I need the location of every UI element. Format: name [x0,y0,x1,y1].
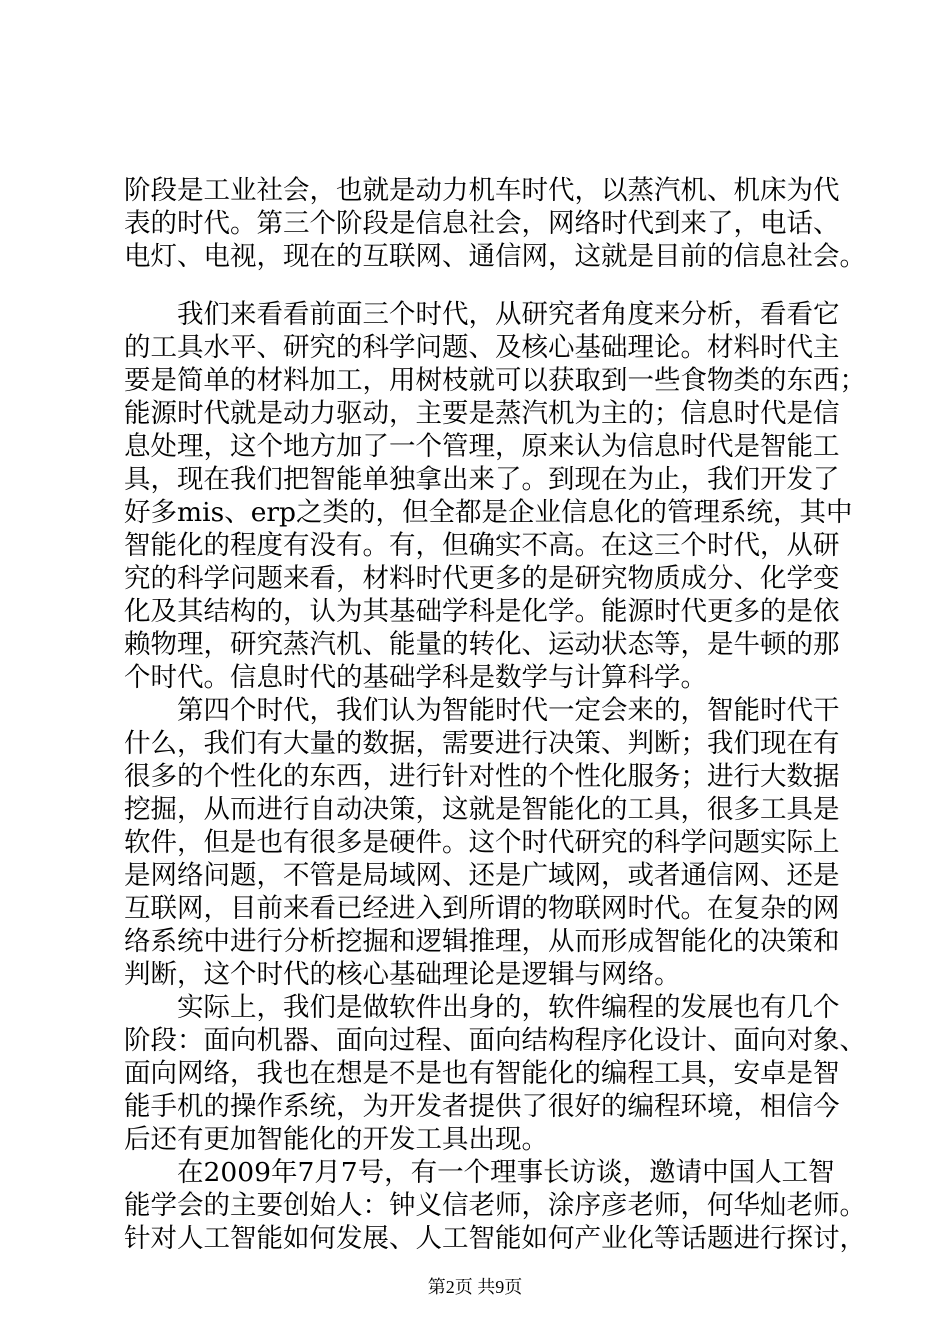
text-line: 智能化的程度有没有。有，但确实不高。在这三个时代，从研 [124,530,840,561]
text-line: 络系统中进行分析挖掘和逻辑推理，从而形成智能化的决策和 [124,926,840,957]
text-line: 具，现在我们把智能单独拿出来了。到现在为止，我们开发了 [124,464,840,495]
text-line: 软件，但是也有很多是硬件。这个时代研究的科学问题实际上 [124,827,840,858]
text-line: 要是简单的材料加工，用树枝就可以获取到一些食物类的东西； [124,365,866,396]
text-line: 实际上，我们是做软件出身的，软件编程的发展也有几个 [124,992,840,1023]
text-line: 面向网络，我也在想是不是也有智能化的编程工具，安卓是智 [124,1058,840,1089]
text-line: 很多的个性化的东西，进行针对性的个性化服务；进行大数据 [124,761,840,792]
text-line: 阶段：面向机器、面向过程、面向结构程序化设计、面向对象、 [124,1025,866,1056]
text-line: 化及其结构的，认为其基础学科是化学。能源时代更多的是依 [124,596,840,627]
text-line: 后还有更加智能化的开发工具出现。 [124,1124,548,1155]
page-footer: 第2页 共9页 [427,1277,523,1297]
text-line: 电灯、电视，现在的互联网、通信网，这就是目前的信息社会。 [124,241,866,272]
text-line: 针对人工智能如何发展、人工智能如何产业化等话题进行探讨， [124,1223,866,1254]
text-line: 好多mis、erp之类的，但全都是企业信息化的管理系统，其中 [124,497,853,528]
text-line: 什么，我们有大量的数据，需要进行决策、判断；我们现在有 [124,728,840,759]
paragraph-main [124,298,866,1255]
text-line: 究的科学问题来看，材料时代更多的是研究物质成分、化学变 [124,563,840,594]
text-line: 挖掘，从而进行自动决策，这就是智能化的工具，很多工具是 [124,794,840,825]
text-line: 表的时代。第三个阶段是信息社会，网络时代到来了，电话、 [124,208,840,239]
text-line: 在2009年7月7号，有一个理事长访谈，邀请中国人工智 [124,1157,835,1188]
text-line: 阶段是工业社会，也就是动力机车时代，以蒸汽机、机床为代 [124,175,840,206]
paragraph-gap [124,273,844,298]
text-line: 能手机的操作系统，为开发者提供了很好的编程环境，相信今 [124,1091,840,1122]
text-line: 能源时代就是动力驱动，主要是蒸汽机为主的；信息时代是信 [124,398,840,429]
text-line: 息处理，这个地方加了一个管理，原来认为信息时代是智能工 [124,431,840,462]
text-line: 互联网，目前来看已经进入到所谓的物联网时代。在复杂的网 [124,893,840,924]
document-body [124,174,866,1255]
text-line: 能学会的主要创始人：钟义信老师，涂序彦老师，何华灿老师。 [124,1190,866,1221]
text-line: 第四个时代，我们认为智能时代一定会来的，智能时代干 [124,695,840,726]
text-line: 判断，这个时代的核心基础理论是逻辑与网络。 [124,959,681,990]
text-line: 的工具水平、研究的科学问题、及核心基础理论。材料时代主 [124,332,840,363]
paragraph-top [124,174,866,273]
text-line: 赖物理，研究蒸汽机、能量的转化、运动状态等，是牛顿的那 [124,629,840,660]
text-line: 是网络问题，不管是局域网、还是广域网，或者通信网、还是 [124,860,840,891]
text-line: 个时代。信息时代的基础学科是数学与计算科学。 [124,662,707,693]
text-line: 我们来看看前面三个时代，从研究者角度来分析，看看它 [124,299,840,330]
